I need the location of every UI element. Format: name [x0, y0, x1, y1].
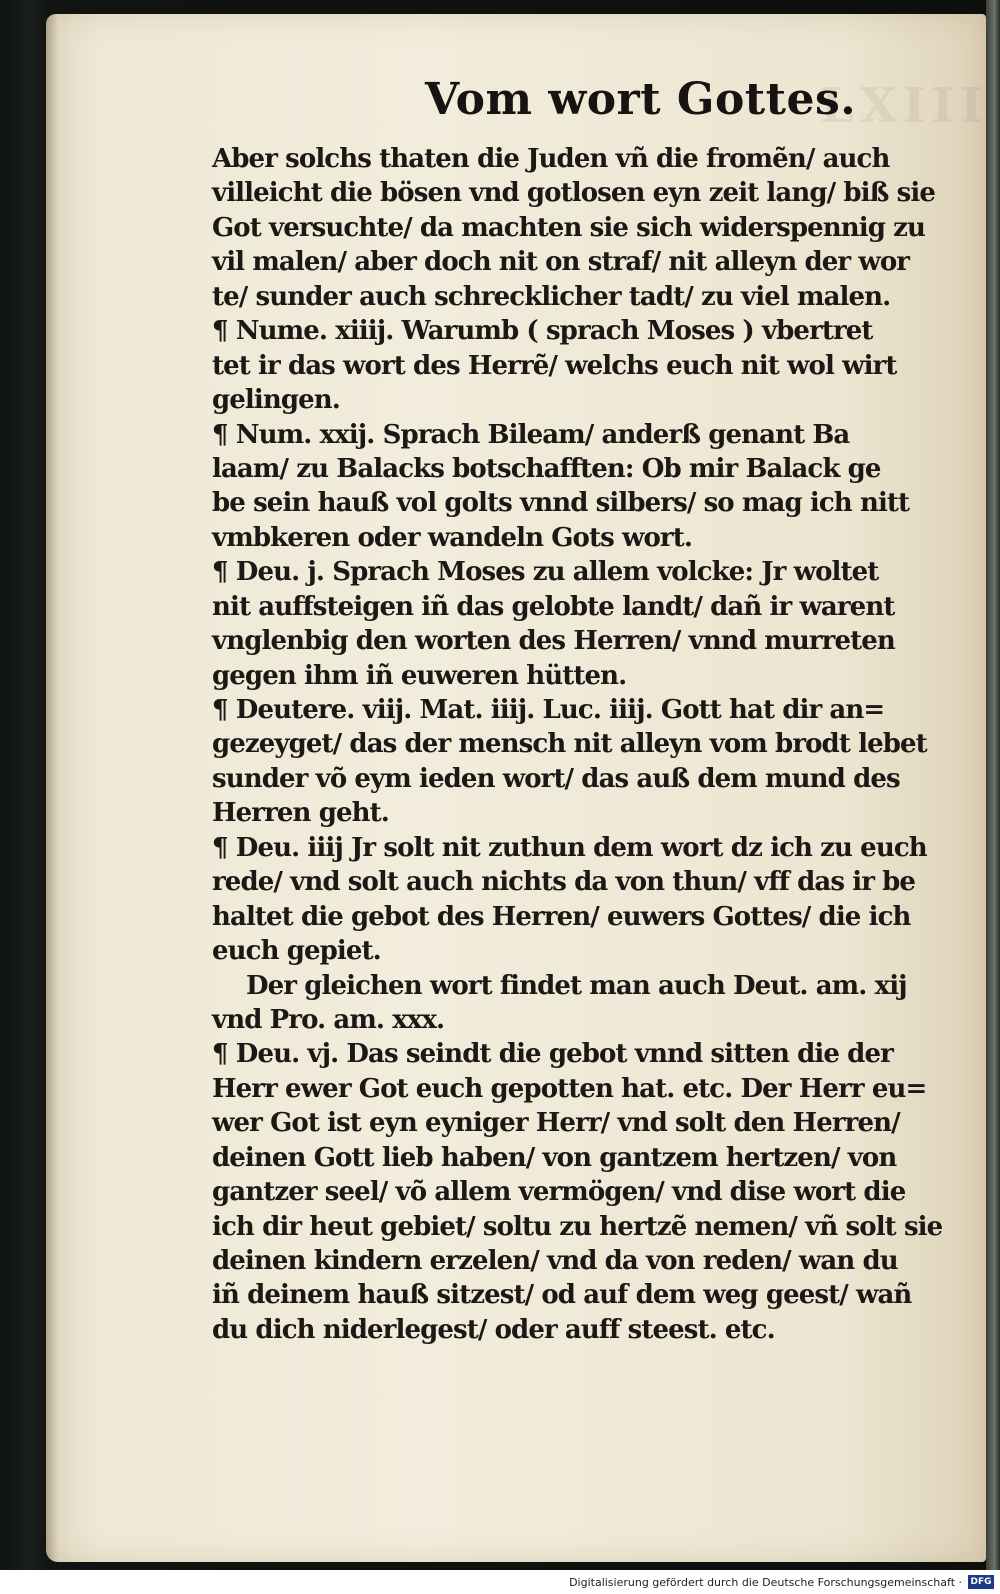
text-line: euch gepiet.: [212, 936, 381, 967]
text-line: deinen kindern erzelen/ vnd da von reden/ wan du: [212, 1246, 898, 1276]
text-line: ¶ Deu. iiij Jr solt nit zuthun dem wort dz ich zu euch: [212, 832, 927, 863]
page-edge-shadow: [46, 14, 58, 1562]
text-line: Got versuchte/ da machten sie sich widerspennig zu: [212, 212, 926, 243]
text-line: wer Got ist eyn eyniger Herr/ vnd solt den Herren/: [212, 1108, 900, 1139]
text-line: Der gleichen wort findet man auch Deut. am. xij: [246, 970, 907, 1001]
text-line: rede/ vnd solt auch nichts da von thun/ vff das ir be: [212, 867, 916, 898]
funding-credit: Digitalisierung gefördert durch die Deutsche Forschungsgemeinschaft ·: [569, 1576, 962, 1589]
text-line: du dich niderlegest/ oder auff steest. etc.: [212, 1314, 775, 1345]
text-line: ¶ Num. xxij. Sprach Bileam/ anderß genant Ba: [212, 419, 850, 450]
text-line: ¶ Nume. xiiij. Warumb ( sprach Moses ) vbertret: [212, 316, 873, 347]
text-line: deinen Gott lieb haben/ von gantzem hertzen/ von: [212, 1142, 897, 1173]
text-line: iñ deinem hauß sitzest/ od auf dem weg geest/ wañ: [212, 1280, 912, 1311]
text-block: [212, 142, 952, 1347]
text-line: ¶ Deu. vj. Das seindt die gebot vnnd sitten die der: [212, 1039, 893, 1070]
text-line: ¶ Deutere. viij. Mat. iiij. Luc. iiij. Gott hat dir an=: [212, 695, 885, 725]
text-line: villeicht die bösen vnd gotlosen eyn zeit lang/ biß sie: [212, 178, 936, 209]
bleed-through-folio: LXIII: [820, 78, 989, 134]
text-line: gelingen.: [212, 385, 340, 416]
text-line: ich dir heut gebiet/ soltu zu hertzẽ nemen/ vñ solt sie: [212, 1211, 943, 1242]
text-line: vnd Pro. am. xxx.: [212, 1004, 445, 1035]
text-line: ¶ Deu. j. Sprach Moses zu allem volcke: Jr woltet: [212, 557, 879, 588]
page-heading: Vom wort Gottes.: [425, 74, 857, 125]
text-line: nit auffsteigen iñ das gelobte landt/ dañ ir warent: [212, 591, 895, 622]
text-line: sunder võ eym ieden wort/ das auß dem mund des: [212, 763, 900, 794]
text-line: be sein hauß vol golts vnnd silbers/ so mag ich nitt: [212, 488, 910, 519]
text-line: Herren geht.: [212, 798, 389, 829]
text-line: vmbkeren oder wandeln Gots wort.: [212, 522, 692, 553]
text-line: gezeyget/ das der mensch nit alleyn vom brodt lebet: [212, 729, 927, 760]
text-line: tet ir das wort des Herrẽ/ welchs euch nit wol wirt: [212, 350, 897, 381]
text-line: vil malen/ aber doch nit on straf/ nit alleyn der wor: [212, 247, 910, 278]
text-line: Herr ewer Got euch gepotten hat. etc. Der Herr eu=: [212, 1073, 927, 1104]
book-binding: [986, 0, 1000, 1570]
text-line: gantzer seel/ võ allem vermögen/ vnd dise wort die: [212, 1177, 906, 1208]
text-line: Aber solchs thaten die Juden vñ die fromẽn/ auch: [212, 144, 890, 174]
dfg-logo[interactable]: DFG: [968, 1575, 994, 1589]
text-line: laam/ zu Balacks botschafften: Ob mir Balack ge: [212, 453, 881, 484]
text-line: haltet die gebot des Herren/ euwers Gottes/ die ich: [212, 901, 911, 932]
text-line: te/ sunder auch schrecklicher tadt/ zu viel malen.: [212, 281, 891, 312]
text-line: gegen ihm iñ euweren hütten.: [212, 660, 627, 691]
text-line: vnglenbig den worten des Herren/ vnnd murreten: [212, 626, 895, 657]
